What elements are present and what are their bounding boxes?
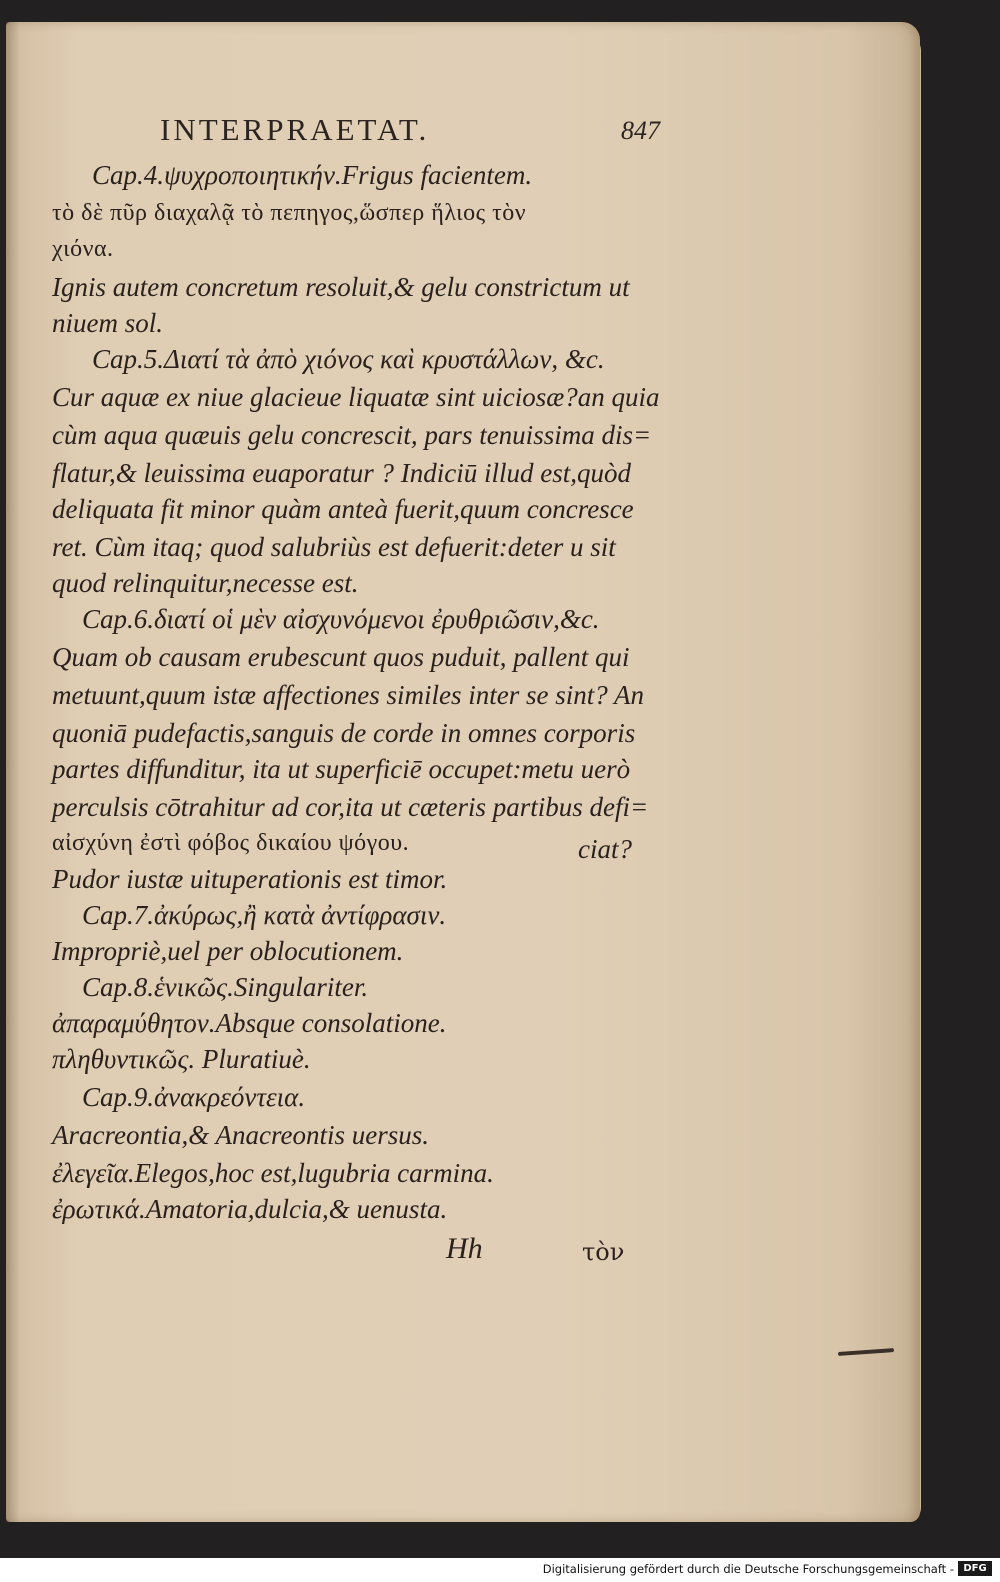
text-line: metuunt,quum istæ affectiones similes inter se sint? An bbox=[52, 680, 644, 710]
text-line: Cap.6.διατί οἱ μὲν αἰσχυνόμενοι ἐρυθριῶσιν,&c. bbox=[82, 604, 600, 634]
running-title: INTERPRAETAT. bbox=[160, 112, 430, 147]
text-line: Cap.5.Διατί τὰ ἀπὸ χιόνος καὶ κρυστάλλων, &c. bbox=[92, 344, 605, 374]
text-line: Cap.8.ἑνικῶς.Singulariter. bbox=[82, 972, 369, 1002]
text-line: Aracreontia,& Anacreontis uersus. bbox=[52, 1120, 429, 1150]
catchword: τὸν bbox=[582, 1238, 625, 1266]
text-line: cùm aqua quæuis gelu concrescit, pars tenuissima dis= bbox=[52, 420, 652, 450]
signature-mark: Hh bbox=[446, 1232, 483, 1265]
text-line: niuem sol. bbox=[52, 308, 163, 338]
page-header bbox=[160, 112, 660, 158]
page-number: 847 bbox=[621, 116, 660, 145]
gutter-shadow bbox=[6, 22, 20, 1522]
text-line: Cap.4.ψυχροποιητικήν.Frigus facientem. bbox=[92, 160, 533, 190]
text-line: Cap.7.ἀκύρως,ἢ κατὰ ἀντίφρασιν. bbox=[82, 900, 447, 930]
text-line: Impropriè,uel per oblocutionem. bbox=[52, 936, 404, 966]
text-line: quoniā pudefactis,sanguis de corde in omnes corporis bbox=[52, 718, 636, 748]
text-line: perculsis cōtrahitur ad cor,ita ut cæteris partibus defi= bbox=[52, 792, 649, 822]
text-line-greek: τὸ δὲ πῦρ διαχαλᾷ τὸ πεπηγος,ὥσπερ ἥλιος τὸν bbox=[52, 200, 527, 226]
text-line: Cur aquæ ex niue glacieue liquatæ sint uiciosæ?an quia bbox=[52, 382, 660, 412]
text-line: flatur,& leuissima euaporatur ? Indiciū illud est,quòd bbox=[52, 458, 631, 488]
text-line-greek: χιόνα. bbox=[52, 236, 114, 262]
text-line: Quam ob causam erubescunt quos puduit, pallent qui bbox=[52, 642, 630, 672]
text-line: ἐρωτικά.Amatoria,dulcia,& uenusta. bbox=[52, 1194, 448, 1224]
text-line: Ignis autem concretum resoluit,& gelu constrictum ut bbox=[52, 272, 630, 302]
dfg-logo-icon: DFG bbox=[958, 1561, 992, 1576]
text-line: ἐλεγεῖα.Elegos,hoc est,lugubria carmina. bbox=[52, 1158, 494, 1188]
footer-credit: Digitalisierung gefördert durch die Deutsche Forschungsgemeinschaft - bbox=[542, 1562, 954, 1576]
text-line: ἀπαραμύθητον.Absque consolatione. bbox=[52, 1008, 447, 1038]
text-line-greek: αἰσχύνη ἐστὶ φόβος δικαίου ψόγου. bbox=[52, 830, 410, 856]
text-line: ciat? bbox=[578, 834, 632, 864]
text-line: quod relinquitur,necesse est. bbox=[52, 568, 359, 598]
text-line: deliquata fit minor quàm anteà fuerit,quum concresce bbox=[52, 494, 634, 524]
text-line: ret. Cùm itaq; quod salubriùs est defuerit:deter u sit bbox=[52, 532, 616, 562]
text-line: Pudor iustæ uituperationis est timor. bbox=[52, 864, 448, 894]
text-line: partes diffunditur, ita ut superficiē occupet:metu uerò bbox=[52, 754, 631, 784]
text-line: πληθυντικῶς. Pluratiuè. bbox=[52, 1044, 311, 1074]
text-line: Cap.9.ἀνακρεόντεια. bbox=[82, 1082, 306, 1112]
